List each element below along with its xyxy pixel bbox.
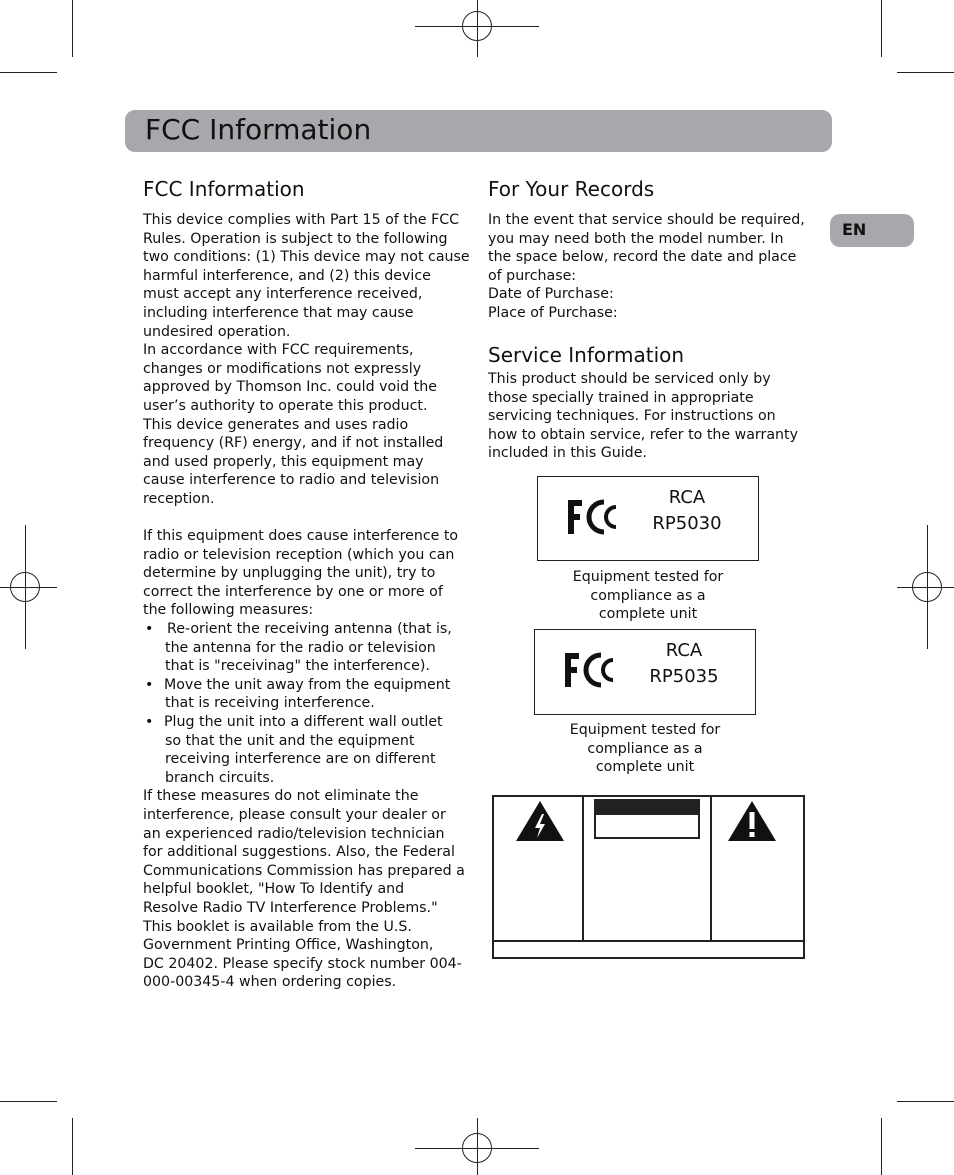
divider	[494, 940, 803, 942]
text-line: harmful interference, and (2) this device	[143, 267, 431, 284]
text-line: cause interference to radio and television	[143, 472, 440, 489]
text-line: If these measures do not eliminate the	[143, 788, 419, 805]
list-item-text: receiving interference are on different	[165, 751, 436, 768]
text-line: interference, please consult your dealer or	[143, 807, 446, 823]
fcc-logo-icon	[563, 650, 619, 690]
text-line: those specially trained in appropriate	[488, 389, 754, 406]
text-line: In the event that service should be required,	[488, 212, 805, 228]
list-item-text: branch circuits.	[165, 769, 275, 786]
list-item-text: that is receiving interference.	[165, 695, 375, 712]
list-item	[143, 676, 473, 713]
list-item-text: Plug the unit into a different wall outlet	[164, 714, 443, 731]
crop-mark	[72, 1118, 73, 1175]
bullet-icon: •	[145, 676, 154, 693]
caption-line: Equipment tested for	[569, 722, 721, 738]
date-of-purchase-label: Date of Purchase:	[488, 286, 614, 303]
text-line: two conditions: (1) This device may not cause	[143, 249, 470, 266]
text-line: This product should be serviced only by	[488, 371, 771, 387]
caption-line: compliance as a	[590, 587, 706, 604]
text-line: frequency (RF) energy, and if not installed	[143, 435, 444, 452]
list-item-text: so that the unit and the equipment	[165, 732, 415, 749]
text-line: determine by unplugging the unit), try to	[143, 565, 436, 582]
exclamation-warning-icon	[727, 800, 777, 842]
crop-mark	[72, 0, 73, 57]
caution-header-box	[594, 799, 700, 839]
text-line: This device complies with Part 15 of the FCC	[143, 212, 460, 228]
caution-label-box	[492, 795, 805, 959]
divider	[582, 797, 584, 941]
page-title: FCC Information	[145, 113, 372, 146]
text-line: changes or modifications not expressly	[143, 360, 422, 377]
fcc-label-box	[534, 629, 756, 715]
records-text	[488, 211, 818, 323]
text-line: Communications Commission has prepared a	[143, 862, 465, 879]
crop-mark	[881, 1118, 882, 1175]
crop-mark	[897, 1101, 954, 1102]
text-line: This booklet is available from the U.S.	[143, 918, 412, 935]
text-line: user’s authority to operate this product.	[143, 397, 428, 414]
fcc-label-caption	[548, 568, 748, 624]
fcc-label-box	[537, 476, 759, 561]
text-line: and used properly, this equipment may	[143, 453, 424, 470]
bullet-icon: •	[145, 714, 154, 731]
list-item-first-line	[143, 713, 473, 732]
list-item-first-line	[143, 620, 473, 639]
text-line: the following measures:	[143, 602, 314, 619]
list-item	[143, 713, 473, 787]
text-line: radio or television reception (which you can	[143, 546, 455, 563]
list-item-text: the antenna for the radio or television	[165, 639, 436, 656]
list-item-text: Re-orient the receiving antenna (that is,	[167, 621, 452, 638]
text-line: the space below, record the date and place	[488, 249, 797, 266]
text-line: of purchase:	[488, 267, 577, 284]
service-text	[488, 370, 818, 463]
text-line: how to obtain service, refer to the warranty	[488, 426, 798, 443]
crop-mark	[897, 72, 954, 73]
text-line: Resolve Radio TV Interference Problems."	[143, 899, 438, 916]
text-line: 000-00345-4 when ordering copies.	[143, 974, 397, 991]
measures-list	[143, 620, 473, 787]
for-your-records-heading: For Your Records	[488, 177, 655, 201]
text-line: you may need both the model number. In	[488, 230, 784, 247]
text-line: Government Printing Office, Washington,	[143, 937, 434, 954]
text-line: helpful booklet, "How To Identify and	[143, 881, 405, 898]
text-line: undesired operation.	[143, 323, 291, 340]
caution-header-bar	[596, 801, 698, 815]
fcc-brand: RCA	[665, 640, 703, 661]
fcc-model: RP5035	[649, 666, 719, 687]
fcc-information-heading: FCC Information	[143, 177, 305, 201]
text-line: correct the interference by one or more of	[143, 583, 443, 600]
language-tab	[830, 214, 914, 247]
text-line: an experienced radio/television technician	[143, 825, 445, 842]
text-line: reception.	[143, 490, 215, 507]
text-line: This device generates and uses radio	[143, 416, 409, 433]
bullet-icon: •	[145, 621, 154, 638]
caption-line: complete unit	[595, 759, 695, 776]
caption-line: compliance as a	[587, 740, 703, 757]
list-item-first-line	[143, 676, 473, 695]
caption-line: complete unit	[598, 606, 698, 623]
crop-mark	[0, 72, 57, 73]
crop-mark	[0, 1101, 57, 1102]
fcc-brand: RCA	[668, 487, 706, 508]
text-line: In accordance with FCC requirements,	[143, 342, 414, 359]
list-item	[143, 620, 473, 676]
language-label: EN	[842, 220, 867, 239]
divider	[710, 797, 712, 941]
text-line: servicing techniques. For instructions on	[488, 408, 776, 425]
fcc-logo-icon	[566, 497, 622, 537]
fcc-label-caption	[545, 721, 745, 777]
page-title-banner	[125, 110, 832, 152]
text-line: If this equipment does cause interference to	[143, 528, 459, 545]
text-line: including interference that may cause	[143, 304, 414, 321]
fcc-model: RP5030	[652, 513, 722, 534]
crop-mark	[881, 0, 882, 57]
service-information-heading: Service Information	[488, 343, 685, 367]
fcc-compliance-text	[143, 211, 473, 992]
electric-shock-warning-icon	[515, 800, 565, 842]
list-item-text: Move the unit away from the equipment	[164, 676, 451, 693]
text-line: approved by Thomson Inc. could void the	[143, 379, 437, 396]
list-item-text: that is "receivinag" the interference).	[165, 658, 430, 675]
text-line: must accept any interference received,	[143, 286, 423, 303]
text-line: for additional suggestions. Also, the Federal	[143, 844, 455, 861]
caption-line: Equipment tested for	[572, 569, 724, 585]
text-line: Rules. Operation is subject to the following	[143, 230, 448, 247]
blank-line	[143, 509, 473, 528]
text-line: DC 20402. Please specify stock number 004-	[143, 955, 462, 972]
place-of-purchase-label: Place of Purchase:	[488, 304, 618, 321]
text-line: included in this Guide.	[488, 445, 647, 462]
